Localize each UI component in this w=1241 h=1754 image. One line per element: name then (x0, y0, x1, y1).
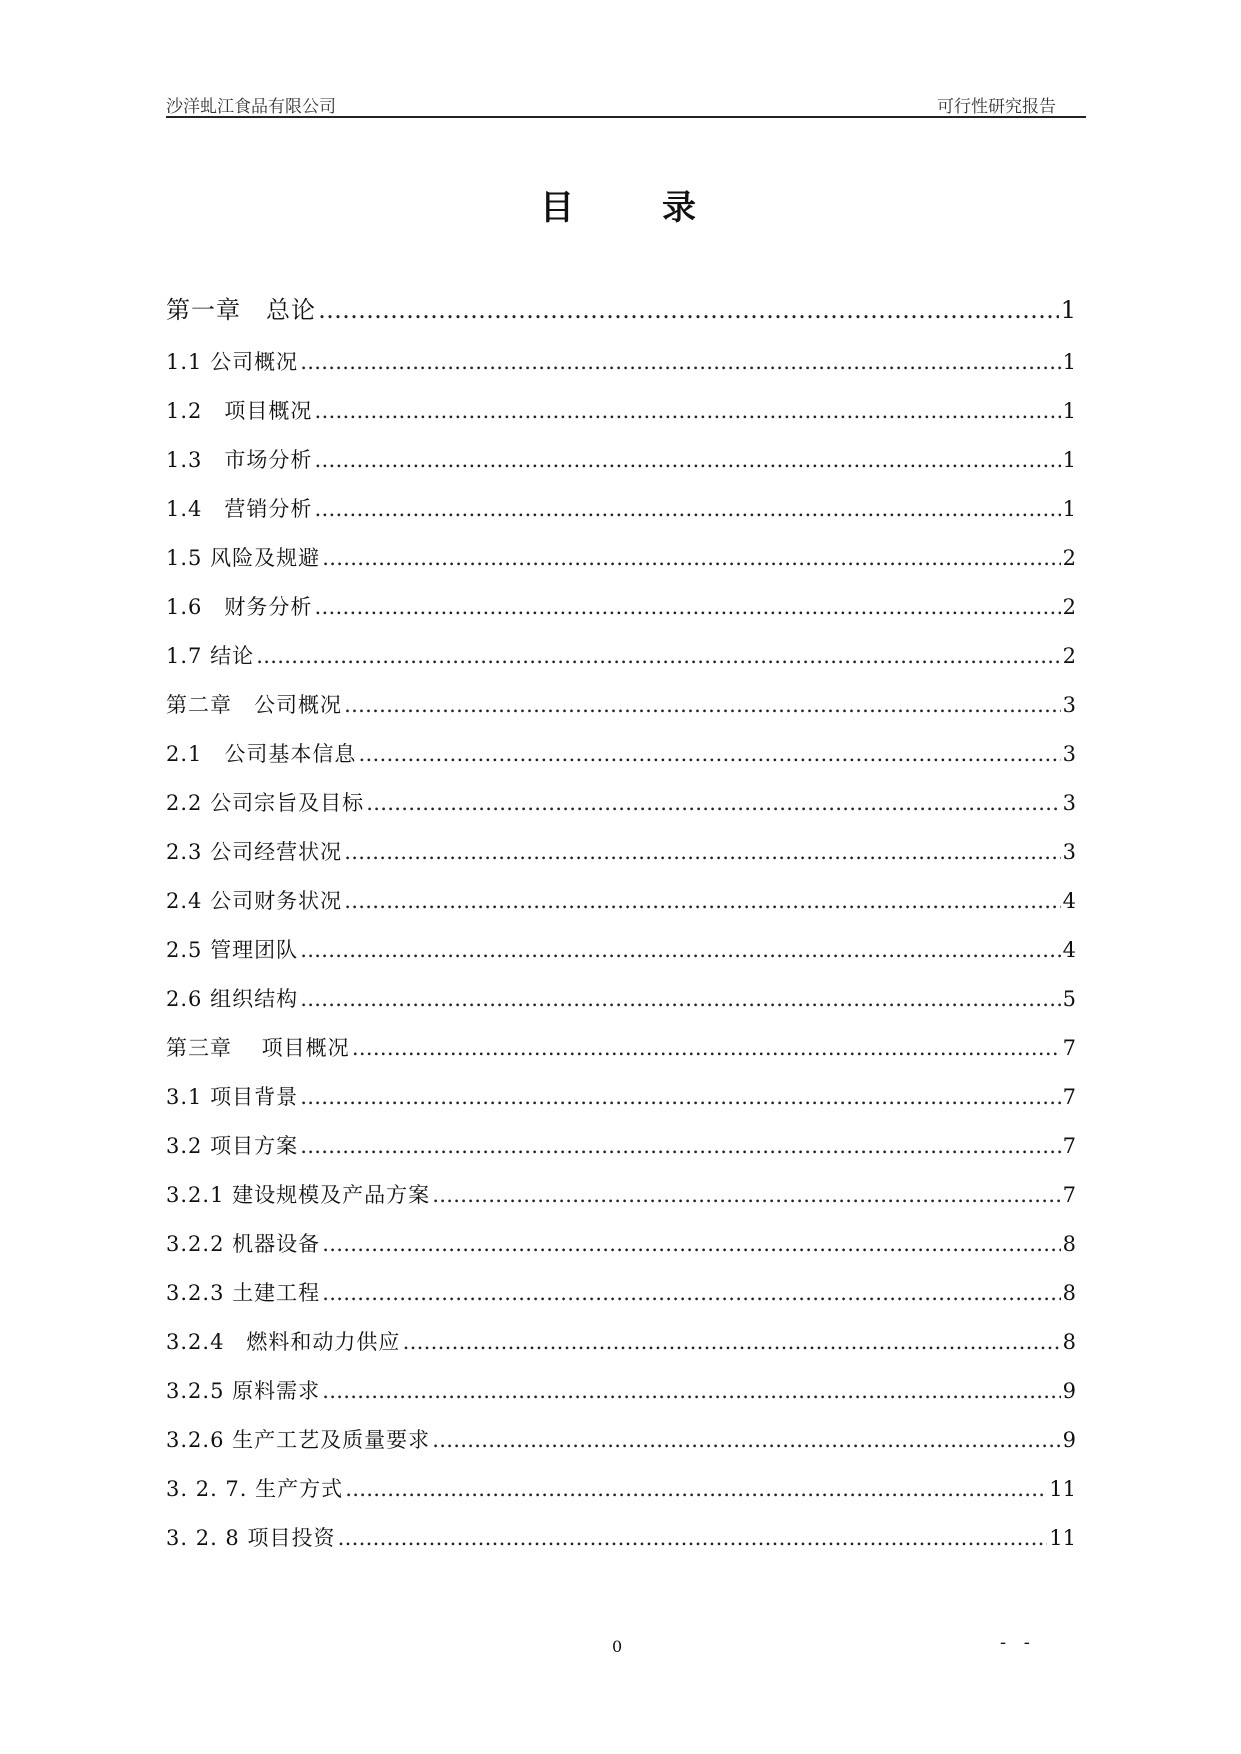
toc-entry-label: 3.2.4 燃料和动力供应 (166, 1330, 401, 1354)
toc-entry-page: 3 (1062, 693, 1076, 717)
toc-leader-dots (344, 840, 1061, 864)
toc-leader-dots (345, 1477, 1047, 1501)
toc-entry[interactable] (166, 738, 1076, 787)
toc-leader-dots (300, 938, 1061, 962)
toc-entry-page: 1 (1062, 399, 1076, 423)
toc-entry-label: 3.2.2 机器设备 (166, 1232, 321, 1256)
toc-entry[interactable] (166, 787, 1076, 836)
header-company: 沙洋虬江食品有限公司 (166, 97, 336, 117)
toc-entry[interactable] (166, 1130, 1076, 1179)
toc-entry-label: 3.2.1 建设规模及产品方案 (166, 1183, 431, 1207)
footer-mark: - - (1000, 1632, 1036, 1653)
toc-entry[interactable] (166, 346, 1076, 395)
toc-entry-label: 1.7 结论 (166, 644, 255, 668)
toc-entry[interactable] (166, 1228, 1076, 1277)
toc-entry-label: 2.5 管理团队 (166, 938, 299, 962)
toc-leader-dots (322, 1232, 1061, 1256)
toc-entry-label: 1.4 营销分析 (166, 497, 313, 521)
toc-leader-dots (318, 296, 1059, 324)
toc-entry-label: 2.6 组织结构 (166, 987, 299, 1011)
toc-entry-page: 8 (1062, 1330, 1076, 1354)
toc-entry[interactable] (166, 1081, 1076, 1130)
toc-entry-page: 3 (1062, 791, 1076, 815)
toc-leader-dots (300, 350, 1061, 374)
toc-entry-page: 11 (1049, 1477, 1076, 1501)
toc-entry-page: 1 (1062, 350, 1076, 374)
toc-entry[interactable] (166, 591, 1076, 640)
toc-leader-dots (314, 399, 1060, 423)
toc-leader-dots (300, 987, 1061, 1011)
toc-entry[interactable] (166, 1277, 1076, 1326)
toc-entry-label: 第二章 公司概况 (166, 693, 342, 717)
toc-leader-dots (256, 644, 1061, 668)
toc-entry-page: 7 (1062, 1183, 1076, 1207)
toc-entry-label: 2.4 公司财务状况 (166, 889, 343, 913)
toc-entry-label: 第三章 项目概况 (166, 1036, 350, 1060)
toc-entry[interactable] (166, 395, 1076, 444)
toc-leader-dots (300, 1085, 1061, 1109)
toc-entry-page: 1 (1062, 497, 1076, 521)
toc-entry-page: 5 (1062, 987, 1076, 1011)
footer-page-number: 0 (612, 1637, 623, 1656)
toc-entry-page: 2 (1062, 644, 1076, 668)
toc-entry-label: 3.1 项目背景 (166, 1085, 299, 1109)
toc-entry[interactable] (166, 542, 1076, 591)
toc-leader-dots (432, 1428, 1061, 1452)
toc-entry-page: 7 (1062, 1036, 1076, 1060)
toc-entry[interactable] (166, 1179, 1076, 1228)
toc-entry-page: 8 (1062, 1232, 1076, 1256)
toc-leader-dots (322, 546, 1061, 570)
toc-entry-label: 2.1 公司基本信息 (166, 742, 357, 766)
toc-entry[interactable] (166, 1375, 1076, 1424)
toc-leader-dots (344, 693, 1061, 717)
toc-entry-page: 11 (1049, 1526, 1076, 1550)
toc-entry-page: 4 (1062, 938, 1076, 962)
toc-entry-page: 7 (1062, 1134, 1076, 1158)
toc-entry-page: 2 (1062, 546, 1076, 570)
toc-title-char-2: 录 (662, 188, 696, 228)
toc-entry-label: 1.3 市场分析 (166, 448, 313, 472)
toc-entry-label: 1.2 项目概况 (166, 399, 313, 423)
toc-leader-dots (352, 1036, 1061, 1060)
toc-entry[interactable] (166, 640, 1076, 689)
toc-entry-page: 1 (1062, 448, 1076, 472)
toc-entry-page: 4 (1062, 889, 1076, 913)
toc-title-char-1: 目 (540, 188, 574, 228)
toc-leader-dots (432, 1183, 1061, 1207)
toc-leader-dots (314, 448, 1060, 472)
toc-leader-dots (337, 1526, 1047, 1550)
toc-leader-dots (358, 742, 1060, 766)
toc-entry-page: 9 (1062, 1428, 1076, 1452)
toc-leader-dots (366, 791, 1061, 815)
toc-entry-page: 7 (1062, 1085, 1076, 1109)
toc-entry-page: 8 (1062, 1281, 1076, 1305)
toc-entry[interactable] (166, 1522, 1076, 1571)
toc-leader-dots (314, 595, 1060, 619)
toc-entry[interactable] (166, 836, 1076, 885)
toc-entry-label: 1.1 公司概况 (166, 350, 299, 374)
toc-entry-label: 3.2.5 原料需求 (166, 1379, 321, 1403)
toc-entry-label: 第一章 总论 (166, 296, 316, 324)
toc-entry-label: 3.2 项目方案 (166, 1134, 299, 1158)
toc-entry-label: 2.2 公司宗旨及目标 (166, 791, 365, 815)
toc-entry[interactable] (166, 934, 1076, 983)
toc-entry-page: 2 (1062, 595, 1076, 619)
toc-title (540, 180, 696, 229)
toc-entry-page: 9 (1062, 1379, 1076, 1403)
toc-entry[interactable] (166, 1326, 1076, 1375)
toc-entry[interactable] (166, 444, 1076, 493)
toc-entry-label: 3. 2. 8 项目投资 (166, 1526, 336, 1550)
toc-leader-dots (344, 889, 1061, 913)
toc-leader-dots (300, 1134, 1061, 1158)
toc-entry[interactable] (166, 290, 1076, 346)
toc-entry-page: 1 (1060, 296, 1076, 324)
toc-entry[interactable] (166, 983, 1076, 1032)
toc-entry-label: 2.3 公司经营状况 (166, 840, 343, 864)
toc-entry-label: 3.2.3 土建工程 (166, 1281, 321, 1305)
toc-entry-page: 3 (1062, 742, 1076, 766)
toc-entry-label: 3. 2. 7. 生产方式 (166, 1477, 344, 1501)
toc-entry-label: 1.6 财务分析 (166, 595, 313, 619)
toc-entry[interactable] (166, 493, 1076, 542)
toc-leader-dots (322, 1281, 1061, 1305)
page-header (166, 84, 1086, 118)
header-doc-type: 可行性研究报告 (937, 97, 1056, 117)
toc-entry-label: 3.2.6 生产工艺及质量要求 (166, 1428, 431, 1452)
toc-entry-page: 3 (1062, 840, 1076, 864)
table-of-contents (166, 290, 1076, 1571)
toc-entry[interactable] (166, 1032, 1076, 1081)
toc-entry[interactable] (166, 689, 1076, 738)
toc-leader-dots (314, 497, 1060, 521)
toc-leader-dots (402, 1330, 1060, 1354)
toc-entry[interactable] (166, 885, 1076, 934)
toc-entry[interactable] (166, 1424, 1076, 1473)
toc-entry-label: 1.5 风险及规避 (166, 546, 321, 570)
toc-leader-dots (322, 1379, 1061, 1403)
toc-entry[interactable] (166, 1473, 1076, 1522)
